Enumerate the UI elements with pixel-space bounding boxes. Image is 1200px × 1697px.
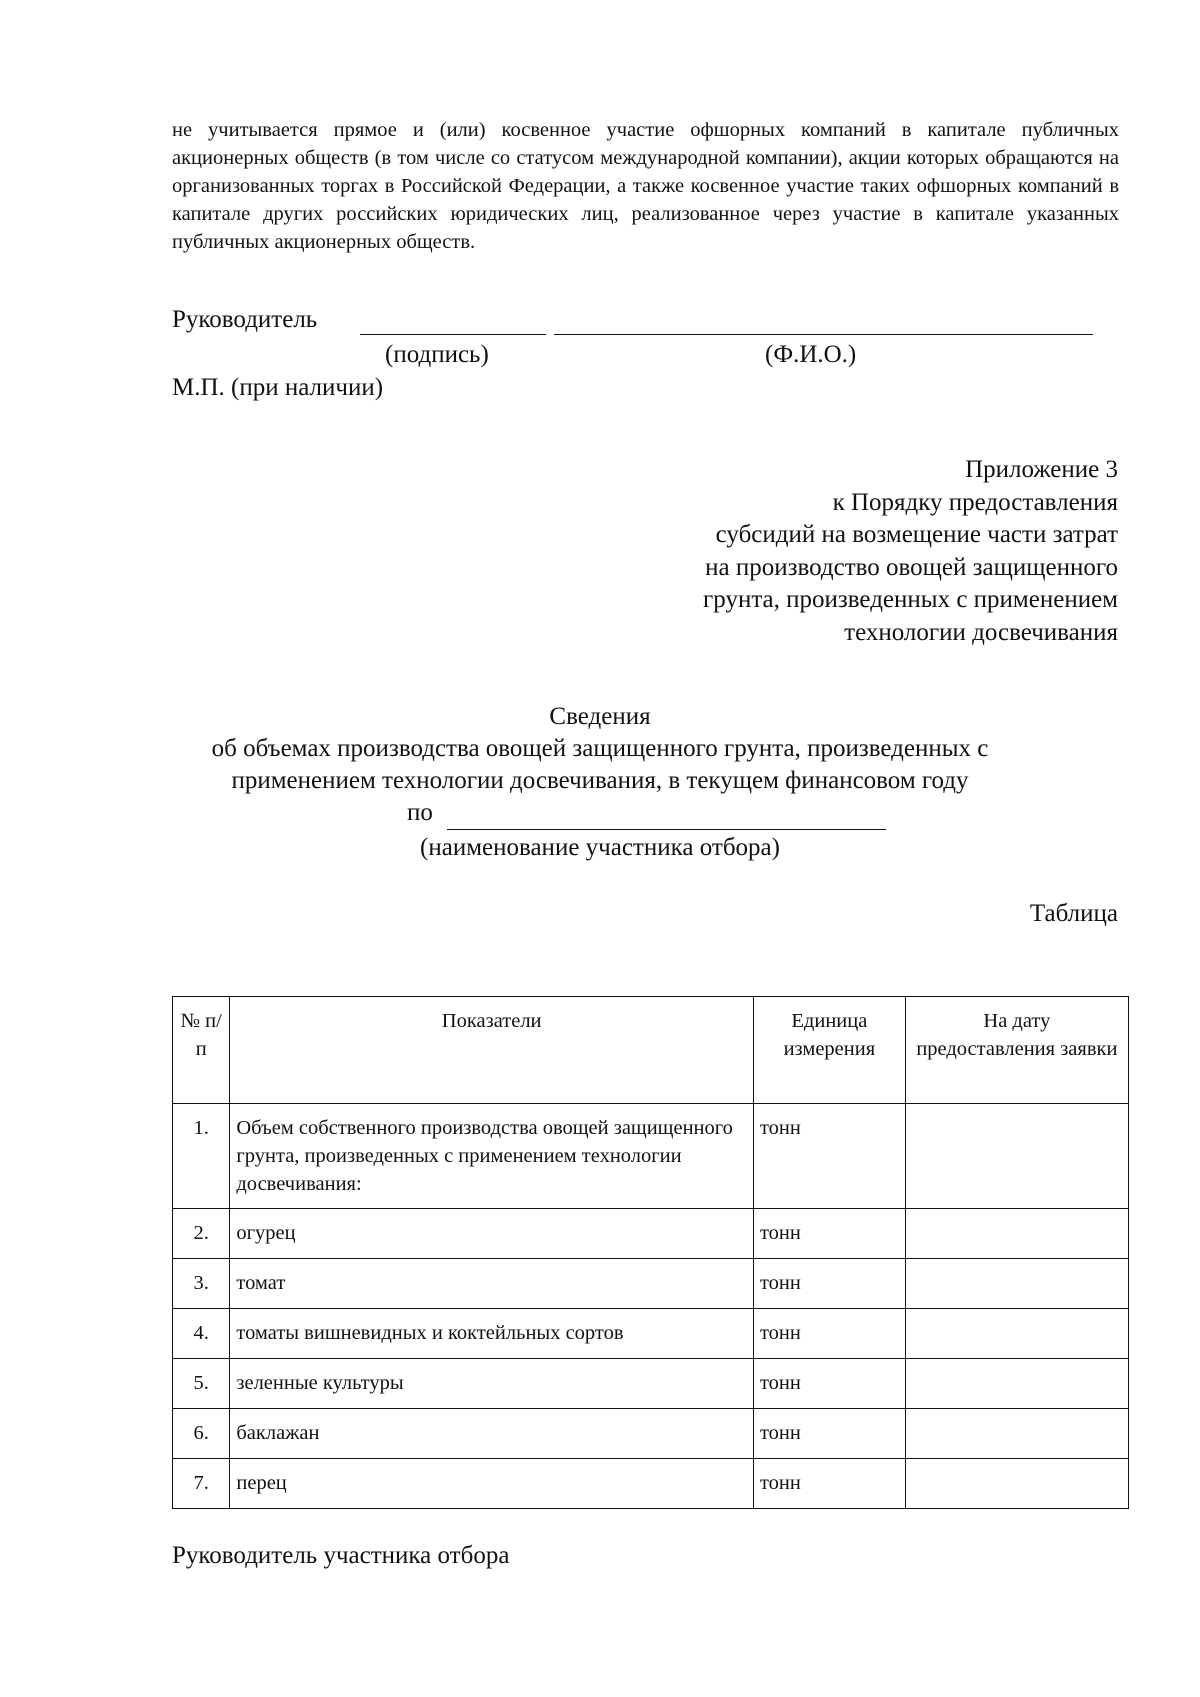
row-unit: тонн (753, 1259, 905, 1309)
signature-label: Руководитель (172, 306, 318, 333)
table-row (173, 1104, 1129, 1209)
annex-line: на производство овощей защищенного (705, 553, 1118, 581)
row-indicator: Объем собственного производства овощей защищенного грунта, произведенных с применением технологии досвечивания: (230, 1104, 754, 1209)
row-indicator: томат (230, 1259, 754, 1309)
annex-header (598, 454, 1118, 649)
document-title-line: об объемах производства овощей защищенного грунта, произведенных с (211, 735, 989, 762)
participant-caption: (наименование участника отбора) (420, 834, 780, 861)
row-value (905, 1104, 1128, 1209)
row-value (905, 1209, 1128, 1259)
table-row (173, 1259, 1129, 1309)
row-unit: тонн (753, 1209, 905, 1259)
table-row (173, 1359, 1129, 1409)
row-value (905, 1459, 1128, 1509)
table-row (173, 1409, 1129, 1459)
signature-caption: (подпись) (385, 341, 489, 368)
annex-line: к Порядку предоставления (832, 488, 1118, 516)
row-unit: тонн (753, 1459, 905, 1509)
row-num: 1. (173, 1104, 230, 1209)
row-num: 3. (173, 1259, 230, 1309)
stamp-label: М.П. (при наличии) (172, 374, 384, 401)
row-value (905, 1359, 1128, 1409)
row-unit: тонн (753, 1409, 905, 1459)
row-num: 5. (173, 1359, 230, 1409)
table-header-row (173, 997, 1129, 1104)
row-unit: тонн (753, 1104, 905, 1209)
row-value (905, 1409, 1128, 1459)
annex-line: субсидий на возмещение части затрат (715, 521, 1118, 548)
document-heading: Сведения (549, 703, 651, 730)
row-indicator: томаты вишневидных и коктейльных сортов (230, 1309, 754, 1359)
row-indicator: зеленные культуры (230, 1359, 754, 1409)
po-label: по (407, 799, 433, 826)
table-label: Таблица (1029, 900, 1118, 927)
table-row (173, 1459, 1129, 1509)
row-num: 2. (173, 1209, 230, 1259)
document-title-line: применением технологии досвечивания, в текущем финансовом году (231, 767, 969, 794)
row-num: 6. (173, 1409, 230, 1459)
signature-line (360, 334, 546, 335)
header-unit: Единица измерения (753, 997, 905, 1104)
table-row (173, 1209, 1129, 1259)
participant-name-line (447, 829, 886, 830)
annex-line: грунта, произведенных с применением (703, 586, 1118, 613)
header-num: № п/п (173, 997, 230, 1104)
row-unit: тонн (753, 1309, 905, 1359)
header-indicator: Показатели (230, 997, 754, 1104)
table-row (173, 1309, 1129, 1359)
row-value (905, 1259, 1128, 1309)
row-num: 4. (173, 1309, 230, 1359)
intro-paragraph: не учитывается прямое и (или) косвенное участие офшорных компаний в капитале публичных акционерных обществ (в том числе со статусом международной компании), акции которых обращаются на организованных торгах в Российской Федерации, а также косвенное участие таких офшорных компаний в капитале других российских юридических лиц, реализованное через участие в капитале указанных публичных акционерных обществ. (172, 119, 1119, 253)
name-caption: (Ф.И.О.) (765, 341, 857, 368)
name-line (554, 334, 1093, 335)
row-indicator: огурец (230, 1209, 754, 1259)
header-date: На дату предоставления заявки (905, 997, 1128, 1104)
row-unit: тонн (753, 1359, 905, 1409)
row-indicator: баклажан (230, 1409, 754, 1459)
row-indicator: перец (230, 1459, 754, 1509)
annex-line: Приложение 3 (965, 456, 1118, 483)
row-value (905, 1309, 1128, 1359)
row-num: 7. (173, 1459, 230, 1509)
annex-line: технологии досвечивания (844, 618, 1118, 646)
footer-signature-label: Руководитель участника отбора (172, 1542, 510, 1569)
data-table (172, 996, 1129, 1509)
